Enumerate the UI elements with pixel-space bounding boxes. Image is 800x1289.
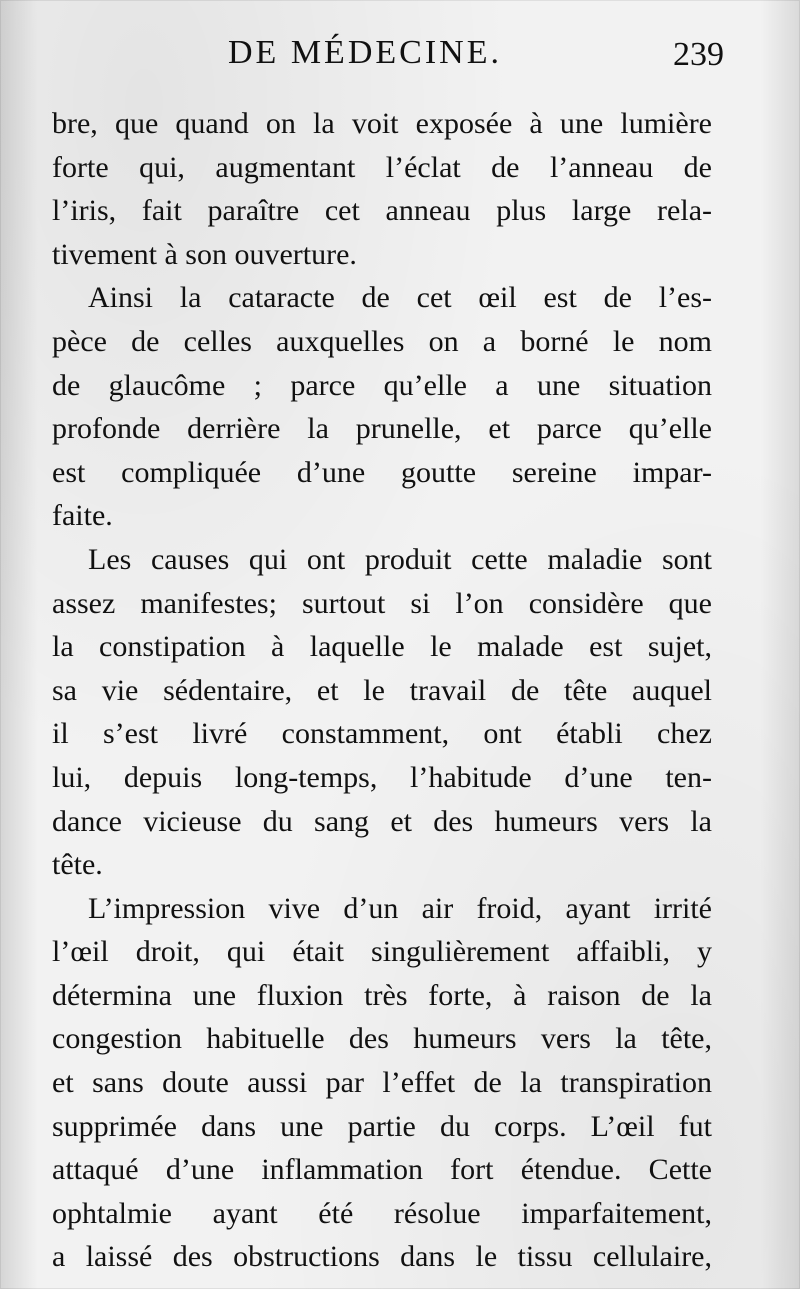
text-line: l’iris, fait paraître cet anneau plus large rela- xyxy=(52,194,712,228)
body-text xyxy=(52,102,712,1279)
text-line: pèce de celles auxquelles on a borné le nom xyxy=(52,324,712,358)
paragraph-3 xyxy=(52,538,712,887)
text-line: faite. xyxy=(52,499,113,533)
text-line: il s’est livré constamment, ont établi chez xyxy=(52,717,712,751)
page-header xyxy=(0,30,800,90)
text-line: attaqué d’une inflammation fort étendue. Cette xyxy=(52,1153,712,1187)
text-line: profonde derrière la prunelle, et parce qu’elle xyxy=(52,412,712,446)
text-line: détermina une fluxion très forte, à raison de la xyxy=(52,978,712,1012)
text-line: sa vie sédentaire, et le travail de tête auquel xyxy=(52,673,712,707)
text-line: est compliquée d’une goutte sereine impar- xyxy=(52,455,712,489)
text-line: congestion habituelle des humeurs vers la tête, xyxy=(52,1022,712,1056)
paragraph-1 xyxy=(52,102,712,276)
text-line: et sans doute aussi par l’effet de la transpiration xyxy=(52,1066,712,1100)
text-line: assez manifestes; surtout si l’on considère que xyxy=(52,586,712,620)
paragraph-4 xyxy=(52,887,712,1279)
text-line: supprimée dans une partie du corps. L’œil fut xyxy=(52,1109,712,1143)
text-line: la constipation à laquelle le malade est sujet, xyxy=(52,630,712,664)
running-head: DE MÉDECINE. xyxy=(228,34,502,71)
text-line: Les causes qui ont produit cette maladie sont xyxy=(88,542,712,576)
page-number: 239 xyxy=(673,36,724,73)
text-line: dance vicieuse du sang et des humeurs vers la xyxy=(52,804,712,838)
text-line: lui, depuis long-temps, l’habitude d’une ten- xyxy=(52,760,712,794)
paragraph-2 xyxy=(52,276,712,538)
text-line: L’impression vive d’un air froid, ayant irrité xyxy=(88,891,712,925)
text-line: forte qui, augmentant l’éclat de l’anneau de xyxy=(52,150,712,184)
text-line: a laissé des obstructions dans le tissu cellulaire, xyxy=(52,1240,712,1274)
text-line: de glaucôme ; parce qu’elle a une situation xyxy=(52,368,712,402)
text-line: Ainsi la cataracte de cet œil est de l’es- xyxy=(88,281,712,315)
text-line: l’œil droit, qui était singulièrement affaibli, y xyxy=(52,935,712,969)
text-line: tivement à son ouverture. xyxy=(52,237,357,271)
text-line: bre, que quand on la voit exposée à une lumière xyxy=(52,107,712,140)
text-line: ophtalmie ayant été résolue imparfaitement, xyxy=(52,1196,712,1230)
text-line: tête. xyxy=(52,848,103,882)
